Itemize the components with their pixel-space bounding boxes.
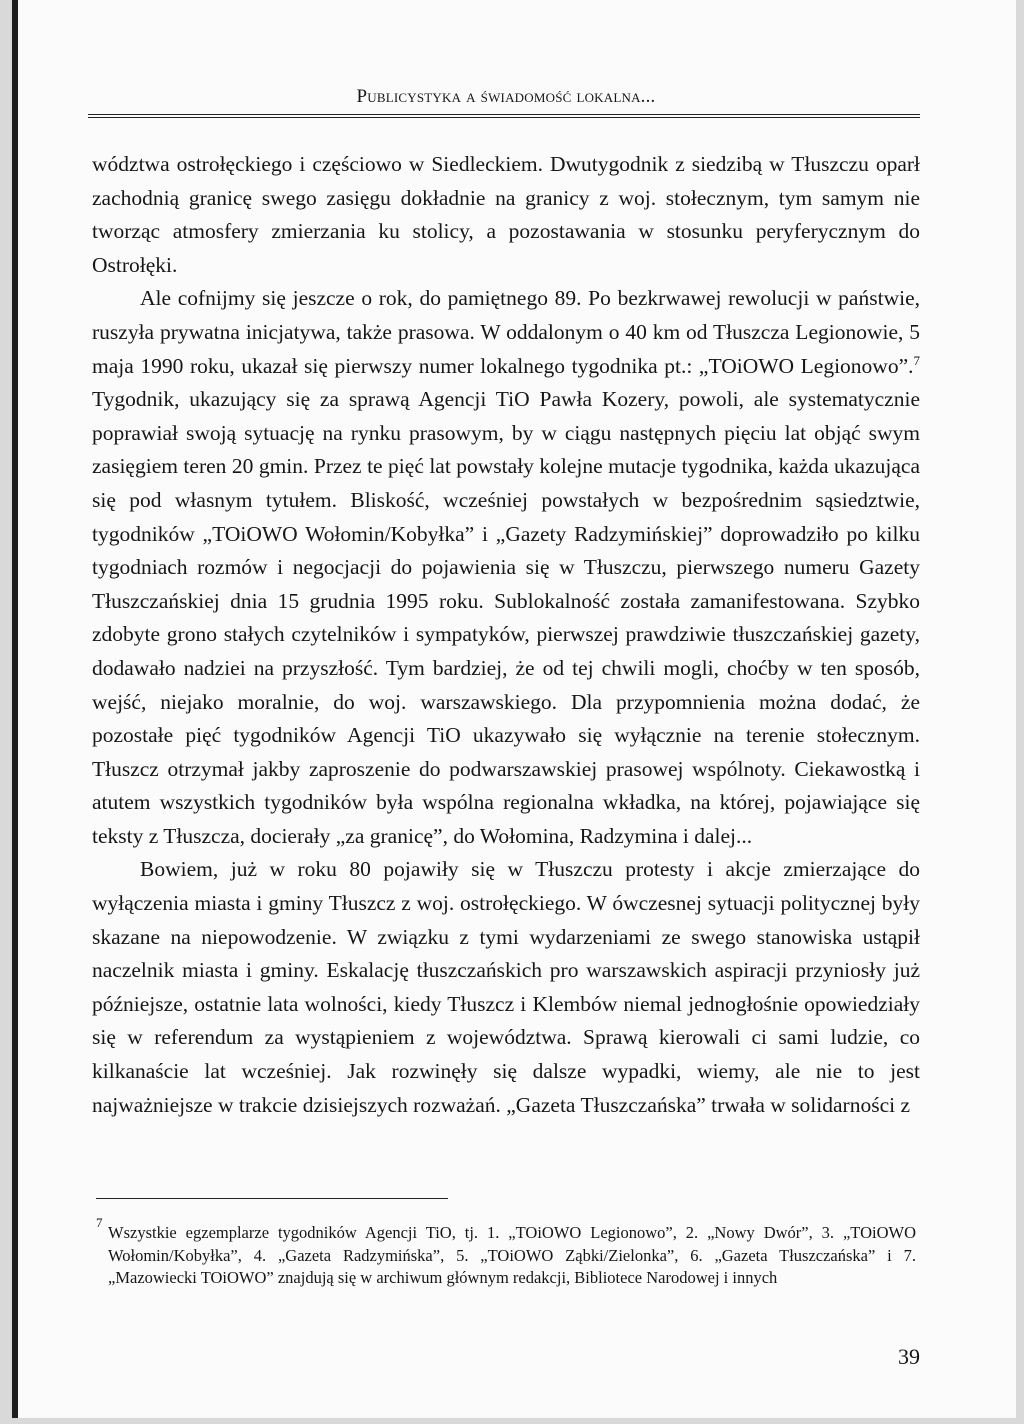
header-rule xyxy=(88,114,920,118)
footnote-rule xyxy=(96,1198,448,1199)
footnote xyxy=(96,1215,916,1290)
page-number: 39 xyxy=(898,1344,920,1369)
paragraph-2-text: Ale cofnijmy się jeszcze o rok, do pamiętnego 89. Po bezkrwawej rewolucji w państwie, ruszyła prywatna inicjatywa, także prasowa. W oddalonym o 40 km od Tłuszcza Legionowie, 5 maja 1990 roku, ukazał się pierwszy numer lokalnego tygodnika pt.: „TOiOWO Legionowo”. xyxy=(92,286,920,378)
footnote-number: 7 xyxy=(96,1215,103,1230)
paragraph-1: wództwa ostrołęckiego i częściowo w Siedleckiem. Dwutygodnik z siedzibą w Tłuszczu oparł zachodnią granicę swego zasięgu dokładnie na granicy z woj. stołecznym, tym samym nie tworząc atmosfery zmierzania ku stolicy, a pozostawania w stosunku peryferycznym do Ostrołęki. xyxy=(92,152,920,277)
paragraph-2-continuation: Tygodnik, ukazujący się za sprawą Agencji TiO Pawła Kozery, powoli, ale systematycznie poprawiał swoją sytuację na rynku prasowym, by w ciągu następnych pięciu lat objąć swym zasięgiem teren 20 gmin. Przez te pięć lat powstały kolejne mutacje tygodnika, każda ukazująca się pod własnym tytułem. Bliskość, wcześniej powstałych w bezpośrednim sąsiedztwie, tygodników „TOiOWO Wołomin/Kobyłka” i „Gazety Radzymińskiej” doprowadziło po kilku tygodniach rozmów i negocjacji do pojawienia się w Tłuszczu, pierwszego numeru Gazety Tłuszczańskiej dnia 15 grudnia 1995 roku. Sublokalność została zamanifestowana. Szybko zdobyte grono stałych czytelników i sympatyków, pierwszej prawdziwie tłuszczańskiej gazety, dodawało nadziei na przyszłość. Tym bardziej, że od tej chwili mogli, choćby w ten sposób, wejść, niejako moralnie, do woj. warszawskiego. Dla przypomnienia można dodać, że pozostałe pięć tygodników Agencji TiO ukazywało się wyłącznie na terenie stołecznym. Tłuszcz otrzymał jakby zaproszenie do podwarszawskiej prasowej wspólnoty. Ciekawostką i atutem wszystkich tygodników była wspólna regionalna wkładka, na której, pojawiające się teksty z Tłuszcza, docierały „za granicę”, do Wołomina, Radzymina i dalej... xyxy=(92,387,920,848)
running-header: Publicystyka a świadomość lokalna... xyxy=(356,86,656,107)
footnote-text: Wszystkie egzemplarze tygodników Agencji TiO, tj. 1. „TOiOWO Legionowo”, 2. „Nowy Dwór”, 3. „TOiOWO Wołomin/Kobyłka”, 4. „Gazeta Radzymińska”, 5. „TOiOWO Ząbki/Zielonka”, 6. „Gazeta Tłuszczańska” i 7. „Mazowiecki TOiOWO” znajdują się w archiwum głównym redakcji, Bibliotece Narodowej i innych xyxy=(108,1223,916,1287)
book-page xyxy=(12,0,1016,1418)
paragraph-3: Bowiem, już w roku 80 pojawiły się w Tłuszczu protesty i akcje zmierzające do wyłączenia miasta i gminy Tłuszcz z woj. ostrołęckiego. W ówczesnej sytuacji politycznej były skazane na niepowodzenie. W związku z tymi wydarzeniami ze swego stanowiska ustąpił naczelnik miasta i gminy. Eskalację tłuszczańskich pro warszawskich aspiracji przyniosły już późniejsze, ostatnie lata wolności, kiedy Tłuszcz i Klembów niemal jednogłośnie opowiedziały się w referendum za wystąpieniem z województwa. Sprawą kierowali ci sami ludzie, co kilkanaście lat wcześniej. Jak rozwinęły się dalsze wypadki, wiemy, ale nie to jest najważniejsze w trakcie dzisiejszych rozważań. „Gazeta Tłuszczańska” trwała w solidarności z xyxy=(92,857,920,1117)
footnote-reference: 7 xyxy=(913,352,920,368)
paragraph-2 xyxy=(92,282,920,853)
main-text xyxy=(92,148,920,1122)
